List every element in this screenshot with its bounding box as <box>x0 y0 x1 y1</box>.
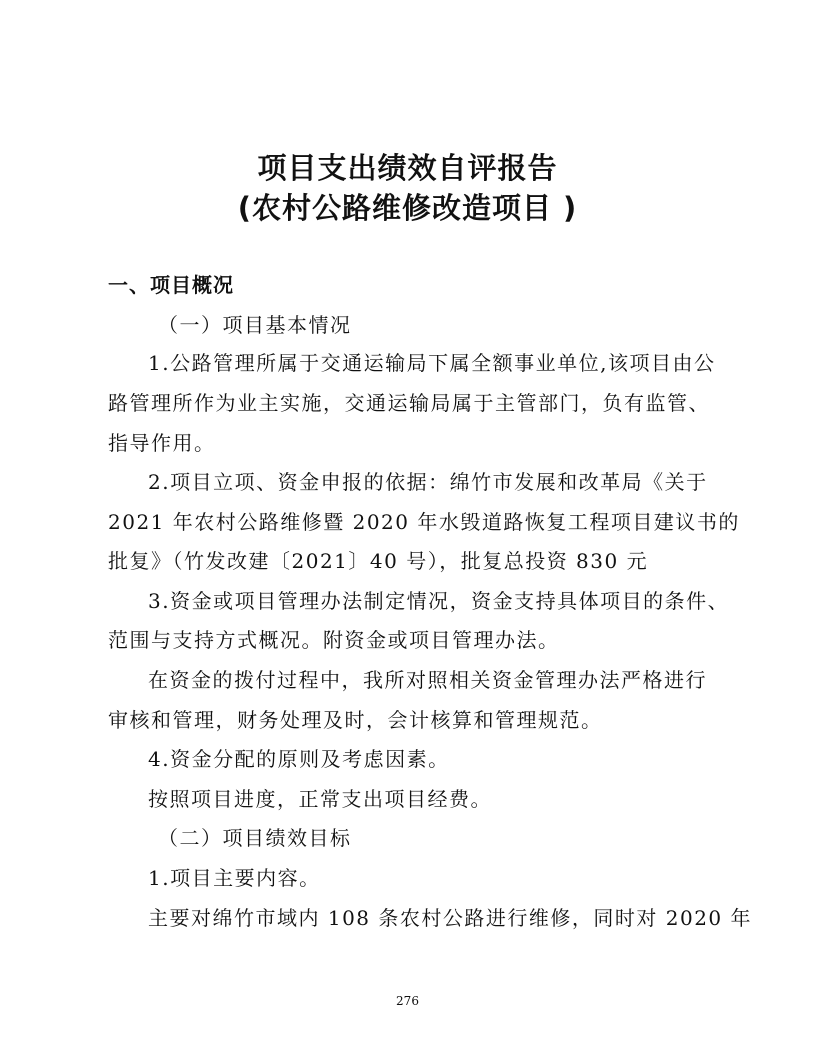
paragraph-line: 批复》（竹发改建〔2021〕40 号），批复总投资 830 元 <box>108 549 649 573</box>
paragraph-line: 主要对绵竹市域内 108 条农村公路进行维修，同时对 2020 年 <box>148 906 753 930</box>
paragraph-line: 1.公路管理所属于交通运输局下属全额事业单位,该项目由公 <box>148 351 716 375</box>
paragraph-line: 4.资金分配的原则及考虑因素。 <box>148 747 450 771</box>
subheading-performance-goals: （二）项目绩效目标 <box>158 826 352 850</box>
page-number: 276 <box>396 994 419 1008</box>
paragraph-line: 路管理所作为业主实施，交通运输局属于主管部门，负有监管、 <box>108 391 710 415</box>
paragraph-line: 按照项目进度，正常支出项目经费。 <box>148 787 492 811</box>
paragraph-line: 3.资金或项目管理办法制定情况，资金支持具体项目的条件、 <box>148 589 730 613</box>
paragraph-line: 2021 年农村公路维修暨 2020 年水毁道路恢复工程项目建议书的 <box>108 510 740 534</box>
subheading-basic-info: （一）项目基本情况 <box>158 313 352 337</box>
paragraph-line: 指导作用。 <box>108 431 216 455</box>
paragraph-line: 范围与支持方式概况。附资金或项目管理办法。 <box>108 628 560 652</box>
report-subtitle: (农村公路维修改造项目 ) <box>237 191 578 225</box>
paragraph-line: 1.项目主要内容。 <box>148 866 321 890</box>
section-heading-overview: 一、项目概况 <box>108 273 234 297</box>
paragraph-line: 在资金的拨付过程中，我所对照相关资金管理办法严格进行 <box>148 668 707 692</box>
paragraph-line: 审核和管理，财务处理及时，会计核算和管理规范。 <box>108 708 603 732</box>
report-title: 项目支出绩效自评报告 <box>257 151 558 185</box>
paragraph-line: 2.项目立项、资金申报的依据：绵竹市发展和改革局《关于 <box>148 470 708 494</box>
